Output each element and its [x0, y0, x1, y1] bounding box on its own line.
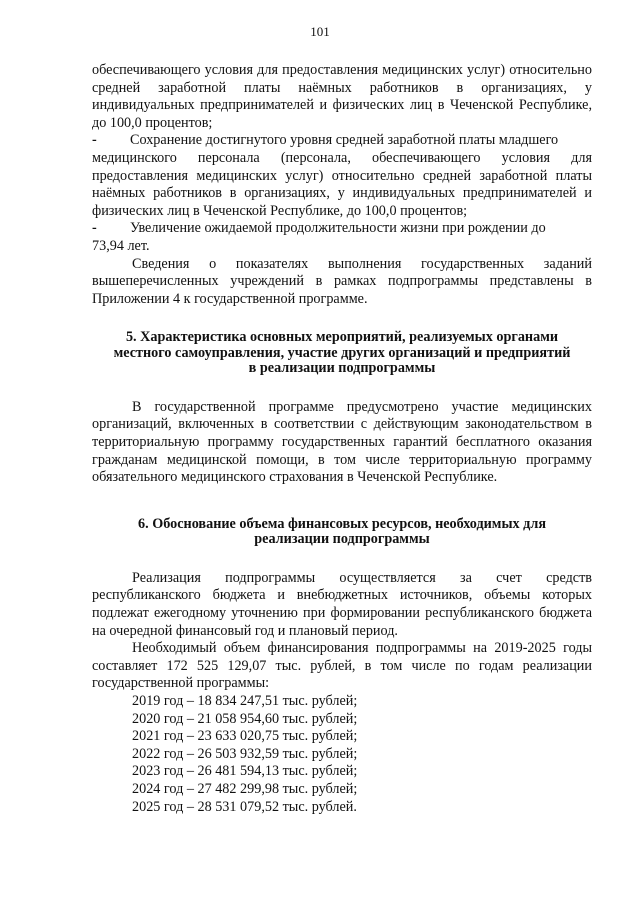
list-item: 2023 год – 26 481 594,13 тыс. рублей; [132, 763, 358, 780]
page-number: 101 [310, 24, 330, 39]
section-6-heading-line: реализации подпрограммы [254, 531, 430, 548]
list-item: 2019 год – 18 834 247,51 тыс. рублей; [132, 692, 358, 709]
document-body [92, 62, 592, 816]
section-6-paragraph-2: Необходимый объем финансирования подпрограммы на 2019-2025 годы составляет 172 525 129,07 тыс. рублей, в том числе по годам реализации государственной программы: [92, 640, 592, 692]
funding-by-year-list [92, 693, 592, 816]
section-5-heading-line: местного самоуправления, участие других организаций и предприятий [113, 344, 571, 361]
section-5-heading-line: в реализации подпрограммы [248, 360, 436, 377]
bullet-continuation: медицинского персонала (персонала, обеспечивающего условия для предоставления медицинских услуг) относительно средней заработной платы наёмных работников в организациях, у индивидуальных предпринимателей и физических лиц в Чеченской Республике, до 100,0 процентов; [92, 149, 592, 219]
list-item: 2020 год – 21 058 954,60 тыс. рублей; [132, 710, 358, 727]
bullet-item [92, 220, 592, 255]
section-5-heading-line: 5. Характеристика основных мероприятий, реализуемых органами [125, 329, 559, 346]
list-item: 2025 год – 28 531 079,52 тыс. рублей. [132, 798, 357, 815]
list-item: 2022 год – 26 503 932,59 тыс. рублей; [132, 745, 358, 762]
section-5-paragraph: В государственной программе предусмотрено участие медицинских организаций, включенных в соответствии с действующим законодательством в территориальную программу государственных гарантий бесплатного оказания гражданам медицинской помощи, в том числе территориальную программу обязательного медицинского страхования в Чеченской Республике. [92, 398, 592, 486]
bullet-dash: - [92, 220, 97, 237]
bullet-dash: - [92, 132, 97, 149]
state-tasks-paragraph: Сведения о показателях выполнения государственных заданий вышеперечисленных учреждений в рамках подпрограммы представлены в Приложении 4 к государственной программе. [92, 255, 592, 307]
section-6-heading-line: 6. Обоснование объема финансовых ресурсов, необходимых для [138, 515, 546, 532]
bullet-item [92, 132, 592, 220]
section-6-paragraph-1: Реализация подпрограммы осуществляется за счет средств республиканского бюджета и внебюджетных источников, объемы которых подлежат ежегодному уточнению при формировании республиканского бюджета на очередной финансовый год и плановый период. [92, 569, 592, 639]
section-6-heading [92, 517, 592, 548]
bullet-first-line: Увеличение ожидаемой продолжительности жизни при рождении до [130, 220, 546, 237]
bullet-continuation: 73,94 лет. [92, 237, 150, 254]
list-item: 2021 год – 23 633 020,75 тыс. рублей; [132, 728, 358, 745]
section-5-heading [92, 330, 592, 377]
list-item: 2024 год – 27 482 299,98 тыс. рублей; [132, 780, 358, 797]
bullet-first-line: Сохранение достигнутого уровня средней заработной платы младшего [130, 132, 559, 149]
intro-paragraph: обеспечивающего условия для предоставления медицинских услуг) относительно средней заработной платы наёмных работников в организациях, у индивидуальных предпринимателей и физических лиц в Чеченской Республике, до 100,0 процентов; [92, 62, 592, 131]
